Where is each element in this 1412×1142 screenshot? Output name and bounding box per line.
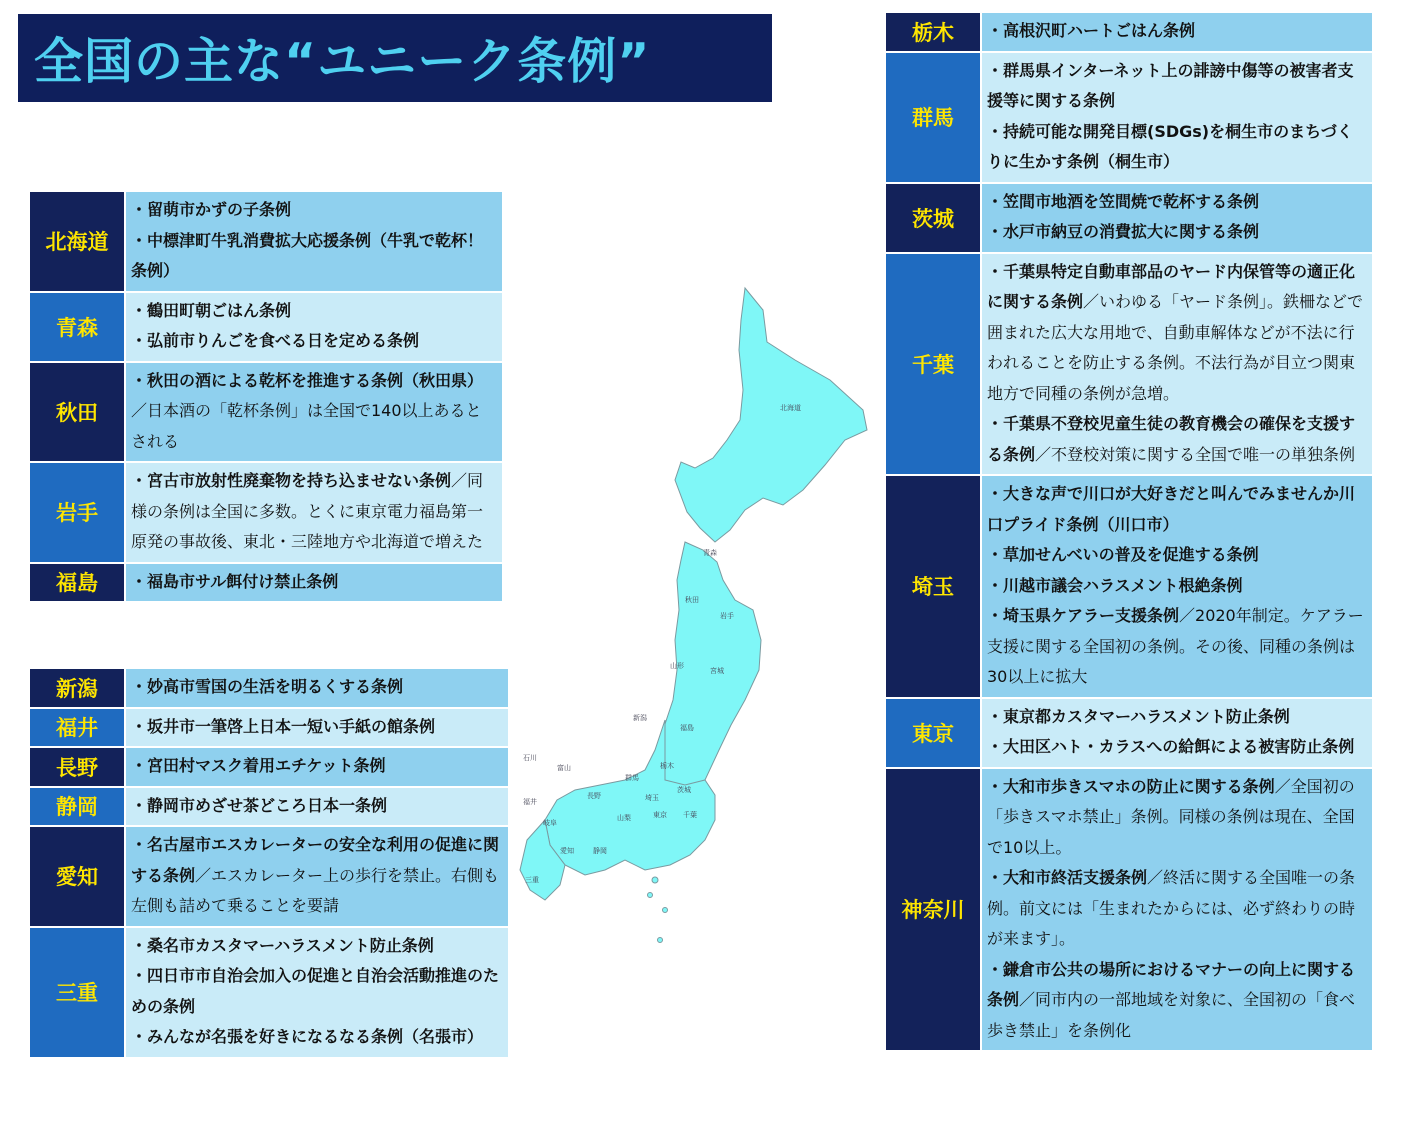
pref-label: 福島 <box>29 563 125 603</box>
page-title: 全国の主な“ユニーク条例” <box>34 33 651 90</box>
map-label: 秋田 <box>685 596 699 604</box>
ordinance-note: ／同様の条例は全国に多数。とくに東京電力福島第一原発の事故後、東北・三陸地方や北海道で増えた <box>131 471 484 551</box>
map-label: 静岡 <box>593 847 607 855</box>
table-row <box>885 253 1373 476</box>
map-label: 福島 <box>680 724 694 732</box>
japan-map <box>505 280 870 960</box>
ordinance-item: ・福島市サル餌付け禁止条例 <box>131 571 339 591</box>
ordinance-cell <box>125 826 509 927</box>
ordinance-item: ・宮田村マスク着用エチケット条例 <box>131 756 386 775</box>
table-row <box>29 927 509 1058</box>
ordinance-cell <box>125 362 503 463</box>
pref-label: 岩手 <box>29 462 125 563</box>
ordinance-item: ・大きな声で川口が大好きだと叫んでみませんか川口プライド条例（川口市） <box>987 484 1356 534</box>
table-row <box>29 826 509 927</box>
ordinance-item: ・千葉県特定自動車部品のヤード内保管等の適正化に関する条例 <box>987 261 1356 311</box>
pref-label: 栃木 <box>885 12 981 52</box>
ordinance-cell <box>125 668 509 708</box>
pref-label: 愛知 <box>29 826 125 927</box>
table-row <box>885 768 1373 1052</box>
pref-label: 三重 <box>29 927 125 1058</box>
map-label: 茨城 <box>677 786 691 794</box>
ordinance-cell <box>125 462 503 563</box>
table-row <box>885 12 1373 52</box>
map-label: 千葉 <box>683 811 697 819</box>
table-chubu <box>28 667 510 1059</box>
map-label: 宮城 <box>710 667 724 675</box>
table-row <box>29 787 509 827</box>
map-label: 山梨 <box>617 814 631 822</box>
ordinance-item: ・大和市歩きスマホの防止に関する条例 <box>987 776 1275 796</box>
table-row <box>885 52 1373 183</box>
pref-label: 長野 <box>29 747 125 787</box>
table-row <box>885 475 1373 698</box>
ordinance-item: ・持続可能な開発目標(SDGs)を桐生市のまちづくりに生かす条例（桐生市） <box>987 121 1353 171</box>
map-label: 富山 <box>557 764 571 772</box>
ordinance-item: ・静岡市めざせ茶どころ日本一条例 <box>131 795 388 815</box>
map-island-3 <box>663 908 668 913</box>
table-row <box>29 292 503 362</box>
ordinance-item: ・草加せんべいの普及を促進する条例 <box>987 545 1259 564</box>
ordinance-cell <box>981 12 1373 52</box>
ordinance-item: ・妙高市雪国の生活を明るくする条例 <box>131 677 404 696</box>
map-label: 青森 <box>703 549 717 557</box>
ordinance-cell <box>981 183 1373 253</box>
ordinance-note: ／全国初の「歩きスマホ禁止」条例。同様の条例は現在、全国で10以上。 <box>987 776 1355 857</box>
map-label: 栃木 <box>660 762 674 770</box>
ordinance-item: ・大田区ハト・カラスへの給餌による被害防止条例 <box>987 737 1355 756</box>
ordinance-item: ・大和市終活支援条例 <box>987 868 1148 887</box>
ordinance-note: ／日本酒の「乾杯条例」は全国で140以上あるとされる <box>131 401 482 451</box>
ordinance-item: ・留萌市かずの子条例 <box>131 200 292 219</box>
ordinance-cell <box>981 253 1373 476</box>
ordinance-item: ・鶴田町朝ごはん条例 <box>131 300 292 320</box>
pref-label: 千葉 <box>885 253 981 476</box>
ordinance-item: ・坂井市一筆啓上日本一短い手紙の館条例 <box>131 716 436 736</box>
ordinance-item: ・四日市市自治会加入の促進と自治会活動推進のための条例 <box>131 966 500 1016</box>
ordinance-item: ・弘前市りんごを食べる日を定める条例 <box>131 331 420 350</box>
ordinance-item: ・川越市議会ハラスメント根絶条例 <box>987 575 1243 595</box>
ordinance-item: ・東京都カスタマーハラスメント防止条例 <box>987 706 1290 726</box>
ordinance-item: ・名古屋市エスカレーターの安全な利用の促進に関する条例 <box>131 835 500 885</box>
pref-label: 静岡 <box>29 787 125 827</box>
ordinance-item: ・宮古市放射性廃棄物を持ち込ませない条例 <box>131 471 452 490</box>
map-label: 岩手 <box>720 612 734 620</box>
map-label: 山形 <box>670 662 684 670</box>
ordinance-note: ／エスカレーター上の歩行を禁止。右側も左側も詰めて乗ることを要請 <box>131 865 500 915</box>
ordinance-note: ／同市内の一部地域を対象に、全国初の「食べ歩き禁止」を条例化 <box>987 990 1356 1040</box>
table-row <box>29 563 503 603</box>
table-row <box>29 362 503 463</box>
table-row <box>29 747 509 787</box>
pref-label: 神奈川 <box>885 768 981 1052</box>
ordinance-cell <box>981 698 1373 768</box>
map-label: 長野 <box>587 792 601 800</box>
table-row <box>29 708 509 748</box>
ordinance-cell <box>125 708 509 748</box>
ordinance-note: ／不登校対策に関する全国で唯一の単独条例 <box>1035 444 1356 464</box>
ordinance-cell <box>981 768 1373 1052</box>
map-island-2 <box>648 893 653 898</box>
pref-label: 埼玉 <box>885 475 981 698</box>
title-banner <box>18 14 772 102</box>
table-row <box>885 698 1373 768</box>
ordinance-item: ・千葉県不登校児童生徒の教育機会の確保を支援する条例 <box>987 414 1356 464</box>
pref-label: 新潟 <box>29 668 125 708</box>
map-label: 岐阜 <box>543 819 557 827</box>
ordinance-item: ・中標津町牛乳消費拡大応援条例（牛乳で乾杯！条例） <box>131 230 484 280</box>
ordinance-item: ・鎌倉市公共の場所におけるマナーの向上に関する条例 <box>987 959 1356 1009</box>
map-region-hokkaido <box>675 288 867 542</box>
ordinance-cell <box>981 475 1373 698</box>
ordinance-cell <box>125 747 509 787</box>
map-island-4 <box>658 938 663 943</box>
ordinance-note: ／2020年制定。ケアラー支援に関する全国初の条例。その後、同種の条例は30以上に拡大 <box>987 606 1364 686</box>
pref-label: 秋田 <box>29 362 125 463</box>
table-row <box>885 183 1373 253</box>
map-label: 東京 <box>653 811 667 819</box>
ordinance-cell <box>981 52 1373 183</box>
map-label: 三重 <box>525 876 539 884</box>
map-label: 群馬 <box>625 774 639 782</box>
map-label: 福井 <box>523 798 537 806</box>
table-row <box>29 191 503 292</box>
ordinance-cell <box>125 787 509 827</box>
map-label: 愛知 <box>560 847 574 855</box>
ordinance-item: ・群馬県インターネット上の誹謗中傷等の被害者支援等に関する条例 <box>987 60 1354 110</box>
pref-label: 東京 <box>885 698 981 768</box>
ordinance-item: ・みんなが名張を好きになるなる条例（名張市） <box>131 1027 484 1046</box>
pref-label: 北海道 <box>29 191 125 292</box>
pref-label: 茨城 <box>885 183 981 253</box>
ordinance-note: ／終活に関する全国唯一の条例。前文には「生まれたからには、必ず終わりの時が来ます」。 <box>987 868 1356 948</box>
ordinance-item: ・埼玉県ケアラー支援条例 <box>987 606 1180 625</box>
ordinance-item: ・笠間市地酒を笠間焼で乾杯する条例 <box>987 191 1260 211</box>
ordinance-cell <box>125 563 503 603</box>
pref-label: 福井 <box>29 708 125 748</box>
table-row <box>29 668 509 708</box>
ordinance-item: ・桑名市カスタマーハラスメント防止条例 <box>131 935 434 955</box>
pref-label: 群馬 <box>885 52 981 183</box>
ordinance-cell <box>125 292 503 362</box>
ordinance-note: ／いわゆる「ヤード条例」。鉄柵などで囲まれた広大な用地で、自動車解体などが不法に行われることを防止する条例。不法行為が目立つ関東地方で同種の条例が急増。 <box>987 292 1364 403</box>
map-island-1 <box>652 877 658 883</box>
ordinance-item: ・高根沢町ハートごはん条例 <box>987 21 1196 40</box>
ordinance-item: ・水戸市納豆の消費拡大に関する条例 <box>987 222 1260 241</box>
table-row <box>29 462 503 563</box>
map-label: 北海道 <box>780 404 801 412</box>
ordinance-cell <box>125 927 509 1058</box>
map-label: 埼玉 <box>645 794 659 802</box>
ordinance-item: ・秋田の酒による乾杯を推進する条例（秋田県） <box>131 370 484 390</box>
map-label: 新潟 <box>633 714 647 722</box>
table-tohoku-hokkaido <box>28 190 504 603</box>
ordinance-cell <box>125 191 503 292</box>
map-label: 石川 <box>523 754 537 762</box>
table-kanto <box>884 11 1374 1052</box>
pref-label: 青森 <box>29 292 125 362</box>
